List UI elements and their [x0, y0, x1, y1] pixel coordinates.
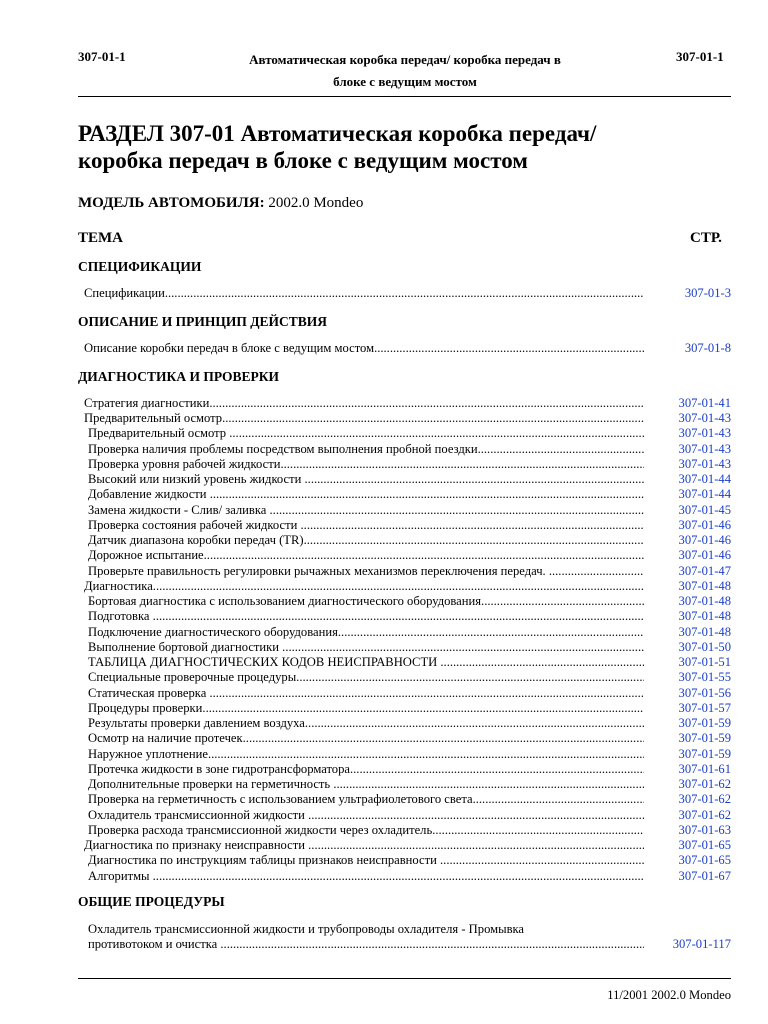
toc-entry[interactable]: [88, 655, 644, 670]
toc-page-number[interactable]: 307-01-61: [678, 761, 731, 776]
toc-entry[interactable]: [88, 777, 644, 792]
toc-entry[interactable]: [88, 762, 644, 777]
header-right-code: 307-01-1: [676, 49, 724, 64]
toc-entry-label: Проверка состояния рабочей жидкости: [88, 517, 301, 532]
toc-page-number[interactable]: 307-01-8: [684, 341, 731, 355]
vehicle-model-label: МОДЕЛЬ АВТОМОБИЛЯ:: [78, 195, 265, 211]
toc-page-number[interactable]: 307-01-51: [678, 655, 731, 669]
toc-entry[interactable]: [88, 701, 644, 716]
footer-divider: [78, 978, 731, 979]
toc-entry[interactable]: [84, 411, 644, 426]
toc-entry-label: Протечка жидкости в зоне гидротрансформатора: [88, 761, 350, 776]
header-title: [200, 49, 610, 93]
toc-entry-label: Проверьте правильность регулировки рычажных механизмов переключения передач.: [88, 563, 549, 578]
toc-page-number[interactable]: 307-01-59: [678, 731, 731, 746]
toc-page-number[interactable]: 307-01-43: [678, 426, 731, 441]
toc-entry[interactable]: [88, 747, 644, 762]
section-desc: ОПИСАНИЕ И ПРИНЦИП ДЕЙСТВИЯ: [78, 314, 328, 329]
toc-entry[interactable]: [88, 518, 644, 533]
toc-entry[interactable]: [88, 426, 644, 441]
toc-entry[interactable]: [88, 686, 644, 701]
toc-entry-label: Проверка наличия проблемы посредством выполнения пробной поездки: [88, 441, 478, 456]
toc-entry[interactable]: [88, 472, 644, 487]
toc-page-number[interactable]: 307-01-46: [678, 533, 731, 547]
toc-page-number[interactable]: 307-01-48: [678, 578, 731, 593]
toc-page-number[interactable]: 307-01-62: [678, 777, 731, 791]
column-topic-heading: ТЕМА: [78, 230, 123, 246]
toc-entry[interactable]: [88, 548, 644, 563]
toc-entry-label: Статическая проверка: [88, 685, 210, 700]
toc-entry[interactable]: [88, 564, 644, 579]
toc-page-number[interactable]: 307-01-43: [678, 441, 731, 456]
section-diag: ДИАГНОСТИКА И ПРОВЕРКИ: [78, 369, 280, 384]
toc-entry-label: Дополнительные проверки на герметичность: [88, 777, 334, 791]
section-spec: СПЕЦИФИКАЦИИ: [78, 259, 202, 274]
toc-entry-label: Проверка на герметичность с использованием ультрафиолетового света: [88, 792, 473, 807]
toc-entry-label: Описание коробки передач в блоке с ведущим мостом: [84, 341, 375, 355]
toc-entry[interactable]: [88, 808, 644, 823]
toc-entry[interactable]: [88, 594, 644, 609]
toc-page-number[interactable]: 307-01-67: [678, 868, 731, 883]
toc-page-number[interactable]: 307-01-43: [678, 411, 731, 425]
toc-entry[interactable]: [88, 792, 644, 807]
page-title-line2: коробка передач в блоке с ведущим мостом: [78, 148, 528, 173]
toc-entry-label: Датчик диапазона коробки передач (TR): [88, 533, 304, 547]
toc-entry-label: Охладитель трансмиссионной жидкости: [88, 807, 309, 822]
toc-entry[interactable]: [88, 670, 644, 685]
toc-entry[interactable]: [84, 341, 644, 356]
toc-entry[interactable]: [84, 579, 644, 594]
toc-entry-label: Высокий или низкий уровень жидкости: [88, 472, 305, 486]
header-title-line2: блоке с ведущим мостом: [333, 74, 477, 89]
toc-entry-general[interactable]: Охладитель трансмиссионной жидкости и трубопроводы охладителя - Промывка: [88, 922, 525, 936]
toc-page-number[interactable]: 307-01-62: [678, 792, 731, 807]
toc-entry[interactable]: [88, 442, 644, 457]
toc-page-number[interactable]: 307-01-65: [678, 838, 731, 852]
toc-entry[interactable]: [84, 838, 644, 853]
toc-page-number[interactable]: 307-01-3: [684, 286, 731, 300]
toc-entry-label: Наружное уплотнение: [88, 746, 208, 761]
toc-entry[interactable]: [88, 716, 644, 731]
toc-entry[interactable]: [88, 869, 644, 884]
toc-entry[interactable]: [88, 640, 644, 655]
toc-entry-label: Диагностика по признаку неисправности: [84, 838, 309, 852]
toc-page-number[interactable]: 307-01-57: [678, 700, 731, 715]
footer-text: 11/2001 2002.0 Mondeo: [607, 988, 731, 1002]
toc-page-number[interactable]: 307-01-63: [678, 822, 731, 837]
vehicle-model: [78, 195, 363, 212]
toc-entry-label: Подключение диагностического оборудования: [88, 624, 338, 639]
toc-entry-label: Добавление жидкости: [88, 487, 210, 502]
toc-page-number[interactable]: 307-01-48: [678, 609, 731, 624]
toc-entry-label: Результаты проверки давлением воздуха: [88, 716, 305, 730]
toc-page-number[interactable]: 307-01-44: [678, 487, 731, 502]
toc-page-number[interactable]: 307-01-55: [678, 670, 731, 685]
toc-entry[interactable]: [88, 609, 644, 624]
toc-entry-label: ТАБЛИЦА ДИАГНОСТИЧЕСКИХ КОДОВ НЕИСПРАВНОСТИ: [88, 655, 441, 669]
toc-entry-label: Выполнение бортовой диагностики: [88, 639, 283, 654]
column-page-heading: СТР.: [690, 230, 722, 246]
page-title: [78, 120, 738, 174]
toc-page-number[interactable]: 307-01-65: [678, 853, 731, 868]
toc-page-number[interactable]: 307-01-59: [678, 716, 731, 730]
toc-page-number[interactable]: 307-01-48: [678, 594, 731, 608]
vehicle-model-value: 2002.0 Mondeo: [268, 195, 364, 211]
toc-entry[interactable]: [88, 487, 644, 502]
toc-page-number[interactable]: 307-01-45: [678, 502, 731, 517]
toc-entry-label: Подготовка: [88, 609, 153, 624]
section-general: ОБЩИЕ ПРОЦЕДУРЫ: [78, 894, 225, 909]
toc-page-number[interactable]: 307-01-48: [678, 624, 731, 639]
toc-page-number[interactable]: 307-01-56: [678, 685, 731, 700]
header-title-line1: Автоматическая коробка передач/ коробка передач в: [249, 52, 561, 67]
page-title-line1: РАЗДЕЛ 307-01 Автоматическая коробка передач/: [78, 121, 597, 146]
toc-entry-general-line2[interactable]: противотоком и очистка .....: [88, 937, 644, 952]
toc-page-number[interactable]: 307-01-46: [678, 548, 731, 563]
toc-entry-label: Бортовая диагностика с использованием диагностического оборудования: [88, 594, 482, 608]
toc-entry-label: Дорожное испытание: [88, 548, 204, 563]
toc-entry-label: Специальные проверочные процедуры: [88, 670, 297, 685]
toc-entry-label: Предварительный осмотр: [88, 426, 230, 441]
toc-entry-label: Диагностика по инструкциям таблицы признаков неисправности: [88, 853, 441, 868]
toc-entry[interactable]: [88, 503, 644, 518]
toc-page-number[interactable]: 307-01-41: [678, 396, 731, 410]
toc-entry[interactable]: [88, 533, 644, 548]
toc-entry-label: Диагностика: [84, 578, 153, 593]
toc-entry[interactable]: [84, 396, 644, 411]
toc-entry-label: Замена жидкости - Слив/ заливка: [88, 502, 270, 517]
header-left-code: 307-01-1: [78, 49, 126, 64]
toc-entry[interactable]: [88, 457, 644, 472]
toc-entry-label: Алгоритмы: [88, 868, 153, 883]
toc-page-number[interactable]: 307-01-46: [678, 517, 731, 532]
toc-page-number[interactable]: 307-01-59: [678, 746, 731, 761]
toc-page-general[interactable]: 307-01-117: [672, 937, 731, 951]
toc-page-number[interactable]: 307-01-43: [678, 456, 731, 471]
toc-entry[interactable]: [88, 853, 644, 868]
toc-page-number[interactable]: 307-01-50: [678, 639, 731, 654]
toc-entry-label: Стратегия диагностики: [84, 396, 210, 410]
header-divider: [78, 96, 731, 97]
toc-entry[interactable]: [88, 731, 644, 746]
toc-entry-label: Предварительный осмотр: [84, 411, 223, 425]
toc-entry-label: Осмотр на наличие протечек: [88, 731, 243, 746]
toc-entry[interactable]: [88, 823, 644, 838]
toc-entry-label: Проверка расхода трансмиссионной жидкости через охладитель: [88, 822, 433, 837]
toc-entry-label: Процедуры проверки: [88, 700, 203, 715]
toc-page-number[interactable]: 307-01-44: [678, 472, 731, 486]
toc-page-number[interactable]: 307-01-62: [678, 807, 731, 822]
toc-page-number[interactable]: 307-01-47: [678, 563, 731, 578]
toc-entry-label: Проверка уровня рабочей жидкости: [88, 456, 281, 471]
toc-entry-label: Спецификации: [84, 286, 165, 300]
toc-entry[interactable]: [84, 286, 644, 301]
toc-entry[interactable]: [88, 625, 644, 640]
